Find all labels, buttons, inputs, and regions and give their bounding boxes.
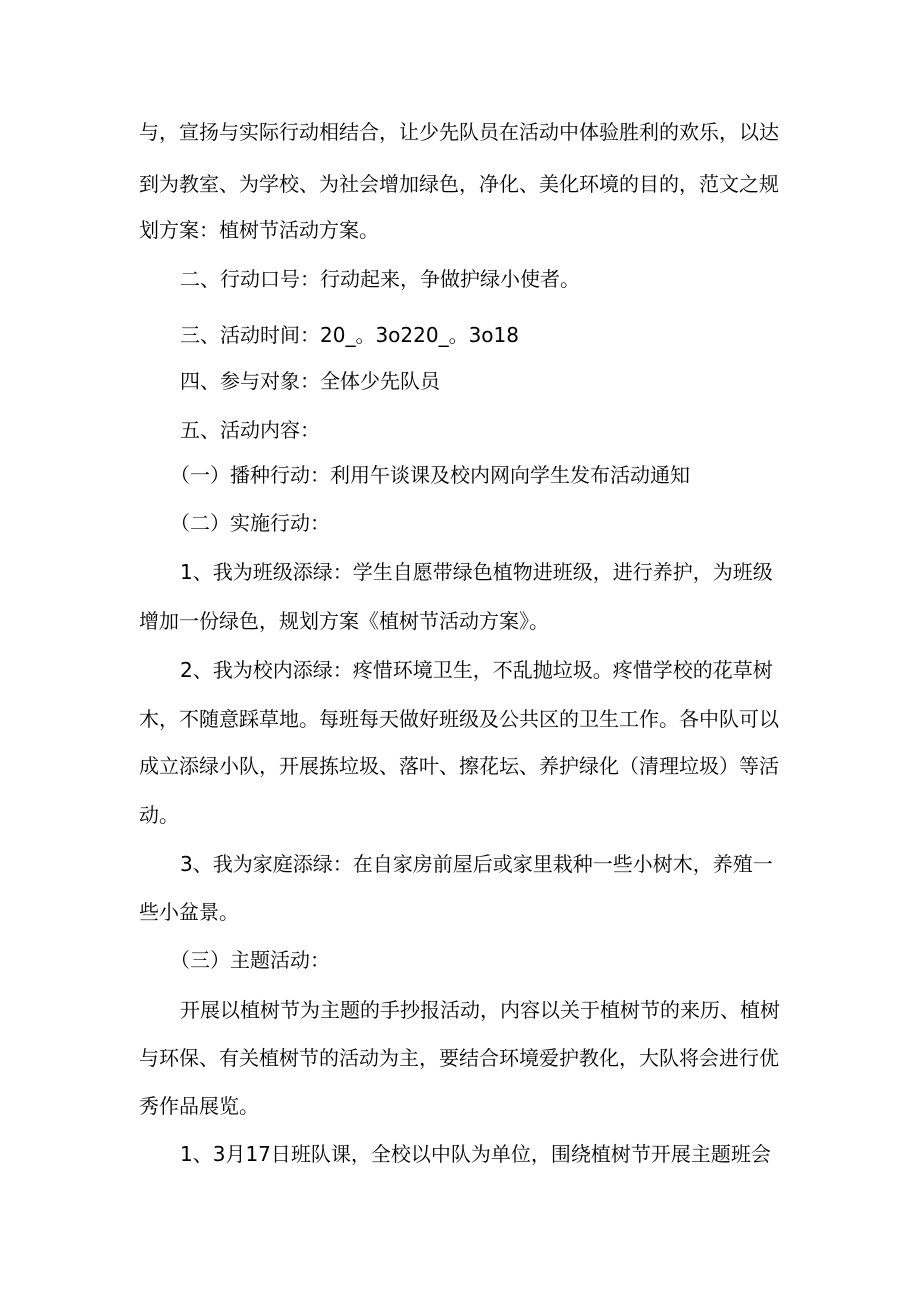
paragraph-line: 些小盆景。 — [139, 900, 239, 924]
paragraph-line: 秀作品展览。 — [139, 1094, 259, 1118]
item-home-green: 3、我为家庭添绿：在自家房前屋后或家里栽种一些小树木，养殖一 — [180, 852, 773, 876]
item-school-green: 2、我为校内添绿：疼惜环境卫生，不乱抛垃圾。疼惜学校的花草树 — [180, 658, 773, 682]
paragraph-line: 增加一份绿色，规划方案《植树节活动方案》。 — [139, 609, 549, 633]
section-slogan: 二、行动口号：行动起来，争做护绿小使者。 — [180, 267, 580, 291]
subsection-sowing: （一）播种行动：利用午谈课及校内网向学生发布活动通知 — [170, 463, 690, 487]
subsection-implementation: （二）实施行动： — [170, 511, 330, 535]
item-class-meeting: 1、3月17日班队课，全校以中队为单位，围绕植树节开展主题班会 — [180, 1142, 771, 1166]
item-class-green: 1、我为班级添绿：学生自愿带绿色植物进班级，进行养护，为班级 — [180, 560, 773, 584]
subsection-theme: （三）主题活动： — [170, 948, 330, 972]
section-time: 三、活动时间：20_。3o220_。3o18 — [180, 323, 519, 347]
paragraph-line: 与环保、有关植树节的活动为主，要结合环境爱护教化，大队将会进行优 — [139, 1046, 779, 1070]
section-participants: 四、参与对象：全体少先队员 — [180, 369, 440, 393]
theme-description: 开展以植树节为主题的手抄报活动，内容以关于植树节的来历、植树 — [180, 998, 780, 1022]
paragraph-line: 到为教室、为学校、为社会增加绿色，净化、美化环境的目的，范文之规 — [139, 172, 779, 196]
paragraph-line: 划方案：植树节活动方案。 — [139, 218, 379, 242]
paragraph-line: 与，宣扬与实际行动相结合，让少先队员在活动中体验胜利的欢乐，以达 — [139, 120, 779, 144]
section-content-heading: 五、活动内容： — [180, 418, 320, 442]
paragraph-line: 成立添绿小队，开展拣垃圾、落叶、擦花坛、养护绿化（清理垃圾）等活 — [139, 754, 779, 778]
paragraph-line: 木，不随意踩草地。每班每天做好班级及公共区的卫生工作。各中队可以 — [139, 707, 779, 731]
paragraph-line: 动。 — [139, 803, 179, 827]
